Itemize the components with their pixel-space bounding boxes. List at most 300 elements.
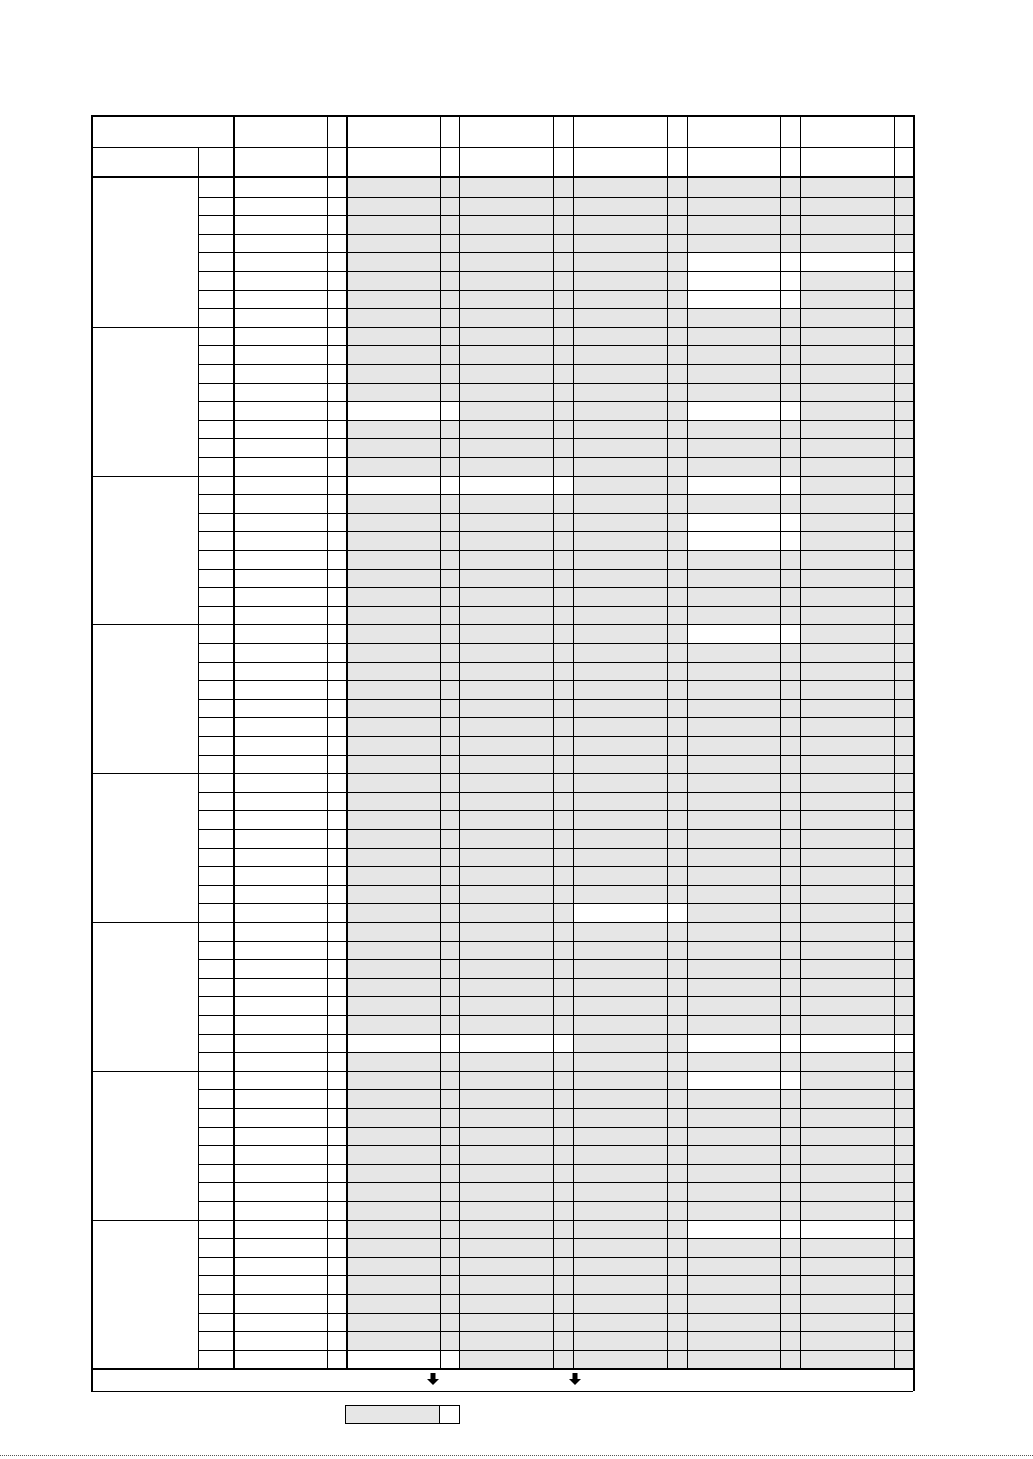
table-cell bbox=[687, 1313, 800, 1332]
table-cell bbox=[459, 1220, 573, 1239]
table-cell bbox=[346, 420, 459, 439]
table-cell bbox=[459, 978, 573, 997]
table-cell bbox=[573, 1294, 687, 1313]
grid-line bbox=[198, 903, 913, 904]
table-cell bbox=[687, 476, 800, 495]
table-cell bbox=[573, 383, 687, 402]
grid-line bbox=[198, 147, 199, 1368]
table-cell bbox=[687, 1350, 800, 1369]
table-cell bbox=[800, 438, 913, 457]
grid-line bbox=[800, 115, 801, 1368]
table-cell bbox=[346, 885, 459, 904]
table-cell bbox=[687, 1275, 800, 1294]
grid-line bbox=[198, 531, 913, 532]
table-cell bbox=[687, 1108, 800, 1127]
table-cell bbox=[346, 624, 459, 643]
table-cell bbox=[346, 792, 459, 811]
table-cell bbox=[687, 1238, 800, 1257]
grid-line bbox=[198, 717, 913, 718]
table-cell bbox=[800, 643, 913, 662]
table-cell bbox=[800, 197, 913, 216]
table-cell bbox=[346, 1182, 459, 1201]
table-cell bbox=[459, 476, 573, 495]
table-cell bbox=[687, 550, 800, 569]
grid-line bbox=[198, 1015, 913, 1016]
table-cell bbox=[573, 587, 687, 606]
table-cell bbox=[800, 234, 913, 253]
grid-line bbox=[198, 1294, 913, 1295]
table-cell bbox=[573, 1071, 687, 1090]
table-cell bbox=[800, 494, 913, 513]
table-cell bbox=[687, 513, 800, 532]
table-cell bbox=[573, 1350, 687, 1369]
table-cell bbox=[800, 401, 913, 420]
table-cell bbox=[800, 587, 913, 606]
table-cell bbox=[459, 829, 573, 848]
table-cell bbox=[459, 1182, 573, 1201]
table-cell bbox=[800, 885, 913, 904]
grid-line bbox=[198, 755, 913, 756]
table-cell bbox=[687, 438, 800, 457]
table-cell bbox=[459, 290, 573, 309]
page-break-line bbox=[0, 1455, 1033, 1456]
table-cell bbox=[573, 1089, 687, 1108]
table-cell bbox=[573, 1015, 687, 1034]
grid-line bbox=[198, 643, 913, 644]
table-cell bbox=[573, 308, 687, 327]
table-cell bbox=[573, 215, 687, 234]
table-cell bbox=[573, 1201, 687, 1220]
table-cell bbox=[687, 1034, 800, 1053]
table-cell bbox=[346, 1275, 459, 1294]
table-cell bbox=[346, 941, 459, 960]
grid-line bbox=[198, 941, 913, 942]
table-cell bbox=[800, 1182, 913, 1201]
table-cell bbox=[346, 476, 459, 495]
table-cell bbox=[573, 606, 687, 625]
table-cell bbox=[459, 1052, 573, 1071]
table-cell bbox=[573, 438, 687, 457]
grid-line bbox=[91, 922, 913, 923]
table-cell bbox=[573, 1331, 687, 1350]
table-cell bbox=[459, 1275, 573, 1294]
table-cell bbox=[800, 606, 913, 625]
table-cell bbox=[687, 401, 800, 420]
table-cell bbox=[687, 624, 800, 643]
table-cell bbox=[346, 903, 459, 922]
table-cell bbox=[346, 271, 459, 290]
table-cell bbox=[573, 717, 687, 736]
table-cell bbox=[346, 866, 459, 885]
table-cell bbox=[800, 1015, 913, 1034]
table-cell bbox=[687, 1071, 800, 1090]
grid-line bbox=[198, 792, 913, 793]
table-cell bbox=[687, 1294, 800, 1313]
table-cell bbox=[573, 327, 687, 346]
table-cell bbox=[687, 922, 800, 941]
table-cell bbox=[573, 662, 687, 681]
table-cell bbox=[573, 643, 687, 662]
table-cell bbox=[573, 624, 687, 643]
table-cell bbox=[346, 1331, 459, 1350]
table-cell bbox=[346, 643, 459, 662]
table-cell bbox=[800, 922, 913, 941]
grid-line bbox=[780, 115, 781, 1368]
grid-line bbox=[198, 383, 913, 384]
table-cell bbox=[459, 587, 573, 606]
grid-line bbox=[91, 624, 913, 625]
table-cell bbox=[687, 978, 800, 997]
table-cell bbox=[800, 624, 913, 643]
grid-line bbox=[198, 1313, 913, 1314]
table-cell bbox=[459, 1294, 573, 1313]
table-cell bbox=[573, 197, 687, 216]
table-cell bbox=[687, 792, 800, 811]
table-cell bbox=[573, 885, 687, 904]
grid-line bbox=[198, 866, 913, 867]
table-cell bbox=[800, 1127, 913, 1146]
table-cell bbox=[459, 494, 573, 513]
table-cell bbox=[459, 420, 573, 439]
grid-line bbox=[91, 147, 913, 148]
table-cell bbox=[459, 1071, 573, 1090]
table-cell bbox=[800, 569, 913, 588]
table-cell bbox=[573, 569, 687, 588]
table-cell bbox=[687, 606, 800, 625]
table-cell bbox=[346, 662, 459, 681]
table-cell bbox=[346, 829, 459, 848]
table-cell bbox=[346, 1294, 459, 1313]
table-cell bbox=[459, 1350, 573, 1369]
grid-line bbox=[198, 215, 913, 216]
grid-line bbox=[198, 1127, 913, 1128]
table-cell bbox=[800, 1238, 913, 1257]
grid-line bbox=[198, 1201, 913, 1202]
grid-line bbox=[198, 1145, 913, 1146]
down-arrow-icon bbox=[569, 1373, 581, 1386]
table-cell bbox=[346, 494, 459, 513]
table-cell bbox=[800, 308, 913, 327]
grid-line bbox=[198, 1052, 913, 1053]
grid-line bbox=[198, 494, 913, 495]
grid-line bbox=[198, 550, 913, 551]
table-cell bbox=[800, 792, 913, 811]
table-cell bbox=[459, 1127, 573, 1146]
table-cell bbox=[687, 829, 800, 848]
table-cell bbox=[459, 1331, 573, 1350]
grid-line bbox=[198, 252, 913, 253]
table-cell bbox=[346, 1164, 459, 1183]
grid-line bbox=[198, 606, 913, 607]
table-cell bbox=[459, 624, 573, 643]
table-cell bbox=[346, 197, 459, 216]
table-cell bbox=[346, 1015, 459, 1034]
grid-line bbox=[198, 290, 913, 291]
table-cell bbox=[800, 1071, 913, 1090]
table-cell bbox=[346, 1089, 459, 1108]
table-cell bbox=[346, 215, 459, 234]
table-cell bbox=[459, 773, 573, 792]
total-box-tag bbox=[439, 1405, 460, 1424]
table-cell bbox=[687, 1182, 800, 1201]
table-cell bbox=[800, 996, 913, 1015]
table-cell bbox=[687, 662, 800, 681]
table-cell bbox=[459, 848, 573, 867]
table-cell bbox=[346, 1052, 459, 1071]
table-cell bbox=[346, 1071, 459, 1090]
table-cell bbox=[687, 959, 800, 978]
table-cell bbox=[800, 959, 913, 978]
table-cell bbox=[687, 1201, 800, 1220]
table-cell bbox=[346, 438, 459, 457]
table-cell bbox=[346, 978, 459, 997]
table-cell bbox=[687, 383, 800, 402]
table-cell bbox=[687, 1052, 800, 1071]
table-cell bbox=[459, 569, 573, 588]
table-cell bbox=[573, 996, 687, 1015]
table-cell bbox=[573, 959, 687, 978]
table-cell bbox=[346, 810, 459, 829]
table-cell bbox=[573, 922, 687, 941]
table-cell bbox=[573, 271, 687, 290]
table-cell bbox=[800, 1164, 913, 1183]
grid-line bbox=[198, 234, 913, 235]
table-cell bbox=[346, 531, 459, 550]
table-cell bbox=[346, 327, 459, 346]
table-cell bbox=[800, 848, 913, 867]
grid-line bbox=[198, 1089, 913, 1090]
table-cell bbox=[346, 252, 459, 271]
grid-line bbox=[198, 1034, 913, 1035]
table-cell bbox=[687, 848, 800, 867]
table-cell bbox=[346, 1350, 459, 1369]
table-cell bbox=[687, 866, 800, 885]
table-cell bbox=[573, 1127, 687, 1146]
table-left-border bbox=[91, 115, 93, 1391]
table-cell bbox=[459, 755, 573, 774]
table-cell bbox=[687, 494, 800, 513]
table-cell bbox=[459, 345, 573, 364]
table-cell bbox=[573, 1052, 687, 1071]
grid-line bbox=[440, 115, 441, 1368]
table-cell bbox=[573, 513, 687, 532]
table-cell bbox=[800, 736, 913, 755]
table-cell bbox=[800, 773, 913, 792]
table-cell bbox=[346, 383, 459, 402]
table-cell bbox=[459, 643, 573, 662]
table-cell bbox=[573, 1275, 687, 1294]
grid-line bbox=[198, 885, 913, 886]
table-cell bbox=[459, 959, 573, 978]
grid-line bbox=[198, 829, 913, 830]
table-cell bbox=[459, 531, 573, 550]
table-cell bbox=[687, 271, 800, 290]
table-cell bbox=[346, 1034, 459, 1053]
grid-line bbox=[91, 1071, 913, 1072]
table-cell bbox=[573, 866, 687, 885]
table-cell bbox=[346, 1238, 459, 1257]
table-cell bbox=[346, 680, 459, 699]
table-cell bbox=[800, 252, 913, 271]
table-cell bbox=[459, 457, 573, 476]
grid-line bbox=[198, 736, 913, 737]
table-cell bbox=[687, 755, 800, 774]
table-cell bbox=[687, 345, 800, 364]
table-cell bbox=[459, 662, 573, 681]
table-cell bbox=[687, 215, 800, 234]
table-cell bbox=[346, 569, 459, 588]
table-cell bbox=[346, 1145, 459, 1164]
table-cell bbox=[800, 680, 913, 699]
table-cell bbox=[800, 755, 913, 774]
table-cell bbox=[573, 1238, 687, 1257]
table-cell bbox=[687, 1331, 800, 1350]
table-cell bbox=[800, 364, 913, 383]
grid-line bbox=[198, 1257, 913, 1258]
table-cell bbox=[346, 922, 459, 941]
table-cell bbox=[573, 1034, 687, 1053]
table-cell bbox=[687, 531, 800, 550]
grid-line bbox=[198, 810, 913, 811]
grid-line bbox=[91, 476, 913, 477]
table-cell bbox=[800, 513, 913, 532]
table-cell bbox=[687, 996, 800, 1015]
table-cell bbox=[800, 1275, 913, 1294]
table-cell bbox=[346, 1201, 459, 1220]
table-cell bbox=[459, 364, 573, 383]
grid-line bbox=[198, 308, 913, 309]
table-cell bbox=[800, 699, 913, 718]
table-cell bbox=[346, 848, 459, 867]
grid-line bbox=[198, 401, 913, 402]
table-cell bbox=[687, 810, 800, 829]
grid-line bbox=[667, 115, 668, 1368]
table-cell bbox=[459, 550, 573, 569]
table-cell bbox=[459, 1201, 573, 1220]
table-cell bbox=[459, 1108, 573, 1127]
table-cell bbox=[346, 1108, 459, 1127]
table-cell bbox=[346, 550, 459, 569]
table-cell bbox=[573, 978, 687, 997]
grid-line bbox=[198, 1350, 913, 1351]
table-cell bbox=[800, 941, 913, 960]
table-cell bbox=[459, 885, 573, 904]
table-cell bbox=[800, 271, 913, 290]
grid-line bbox=[198, 848, 913, 849]
table-cell bbox=[800, 1108, 913, 1127]
table-cell bbox=[346, 308, 459, 327]
table-cell bbox=[459, 438, 573, 457]
table-cell bbox=[800, 1201, 913, 1220]
grid-line bbox=[233, 115, 235, 1368]
table-cell bbox=[800, 1052, 913, 1071]
table-cell bbox=[800, 1313, 913, 1332]
header-bottom-border bbox=[91, 176, 913, 178]
table-cell bbox=[459, 197, 573, 216]
footer-text bbox=[95, 1372, 395, 1388]
grid-line bbox=[91, 327, 913, 328]
table-cell bbox=[687, 885, 800, 904]
table-cell bbox=[573, 345, 687, 364]
table-cell bbox=[573, 457, 687, 476]
table-cell bbox=[573, 290, 687, 309]
table-cell bbox=[800, 717, 913, 736]
table-cell bbox=[800, 829, 913, 848]
table-cell bbox=[346, 345, 459, 364]
table-cell bbox=[459, 1257, 573, 1276]
table-cell bbox=[687, 773, 800, 792]
table-cell bbox=[573, 680, 687, 699]
table-cell bbox=[459, 327, 573, 346]
grid-line bbox=[198, 680, 913, 681]
table-cell bbox=[800, 1145, 913, 1164]
table-cell bbox=[573, 903, 687, 922]
table-cell bbox=[687, 364, 800, 383]
table-cell bbox=[459, 903, 573, 922]
table-cell bbox=[459, 1145, 573, 1164]
table-cell bbox=[573, 1220, 687, 1239]
table-cell bbox=[573, 829, 687, 848]
table-cell bbox=[459, 1089, 573, 1108]
table-cell bbox=[573, 1313, 687, 1332]
table-cell bbox=[346, 1257, 459, 1276]
table-cell bbox=[687, 308, 800, 327]
table-cell bbox=[459, 680, 573, 699]
table-cell bbox=[573, 941, 687, 960]
table-cell bbox=[800, 1350, 913, 1369]
table-cell bbox=[573, 699, 687, 718]
table-cell bbox=[346, 699, 459, 718]
grid-line bbox=[198, 1331, 913, 1332]
table-cell bbox=[459, 792, 573, 811]
grid-line bbox=[91, 773, 913, 774]
table-cell bbox=[346, 606, 459, 625]
grid-line bbox=[198, 1275, 913, 1276]
table-cell bbox=[346, 234, 459, 253]
table-cell bbox=[459, 606, 573, 625]
grid-line bbox=[553, 115, 554, 1368]
table-cell bbox=[800, 1220, 913, 1239]
table-cell bbox=[573, 1145, 687, 1164]
grid-line bbox=[198, 569, 913, 570]
table-cell bbox=[346, 1220, 459, 1239]
table-cell bbox=[573, 476, 687, 495]
table-cell bbox=[459, 866, 573, 885]
table-cell bbox=[459, 1015, 573, 1034]
table-cell bbox=[800, 290, 913, 309]
table-cell bbox=[459, 1034, 573, 1053]
table-cell bbox=[800, 978, 913, 997]
table-cell bbox=[459, 401, 573, 420]
table-cell bbox=[800, 1034, 913, 1053]
table-cell bbox=[573, 773, 687, 792]
table-cell bbox=[800, 1331, 913, 1350]
table-cell bbox=[459, 178, 573, 197]
grid-line bbox=[327, 115, 328, 1368]
table-cell bbox=[800, 531, 913, 550]
grid-line bbox=[198, 271, 913, 272]
table-cell bbox=[800, 866, 913, 885]
table-cell bbox=[459, 996, 573, 1015]
table-cell bbox=[687, 1164, 800, 1183]
table-cell bbox=[687, 643, 800, 662]
table-cell bbox=[346, 364, 459, 383]
table-cell bbox=[459, 941, 573, 960]
table-cell bbox=[687, 420, 800, 439]
footer-bottom-border bbox=[91, 1391, 913, 1392]
table-cell bbox=[687, 587, 800, 606]
grid-line bbox=[198, 1164, 913, 1165]
